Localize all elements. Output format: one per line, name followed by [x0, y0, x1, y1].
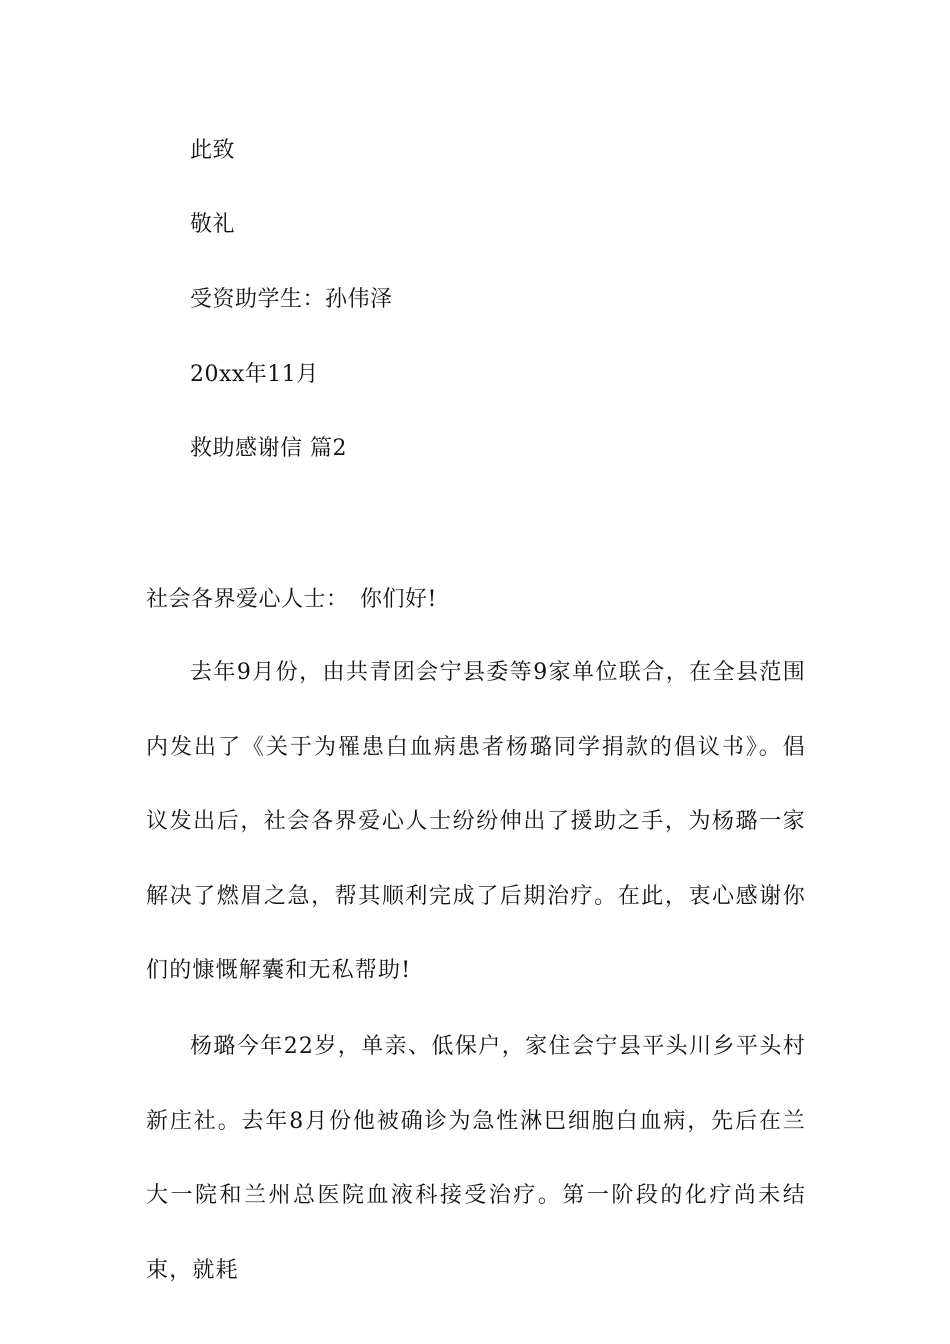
section-title: 救助感谢信 篇2: [190, 436, 347, 461]
closing-salutation-2: 敬礼: [190, 212, 236, 237]
closing-salutation-1: 此致: [190, 138, 236, 163]
date-line: 20xx年11月: [190, 362, 319, 387]
signature-line: 受资助学生：孙伟泽: [190, 287, 393, 312]
body-paragraph-1: 去年9月份，由共青团会宁县委等9家单位联合，在全县范围内发出了《关于为罹患白血病患者杨璐同学捐款的倡议书》。倡议发出后，社会各界爱心人士纷纷伸出了援助之手，为杨璐一家解决了燃眉之急，帮其顺利完成了后期治疗。在此，衷心感谢你们的慷慨解囊和无私帮助!: [146, 660, 806, 983]
body-paragraph-2: 杨璐今年22岁，单亲、低保户，家住会宁县平头川乡平头村新庄社。去年8月份他被确诊为急性淋巴细胞白血病，先后在兰大一院和兰州总医院血液科接受治疗。第一阶段的化疗尚未结束，就耗: [146, 1034, 806, 1283]
letter-greeting: 社会各界爱心人士： 你们好!: [146, 587, 437, 612]
